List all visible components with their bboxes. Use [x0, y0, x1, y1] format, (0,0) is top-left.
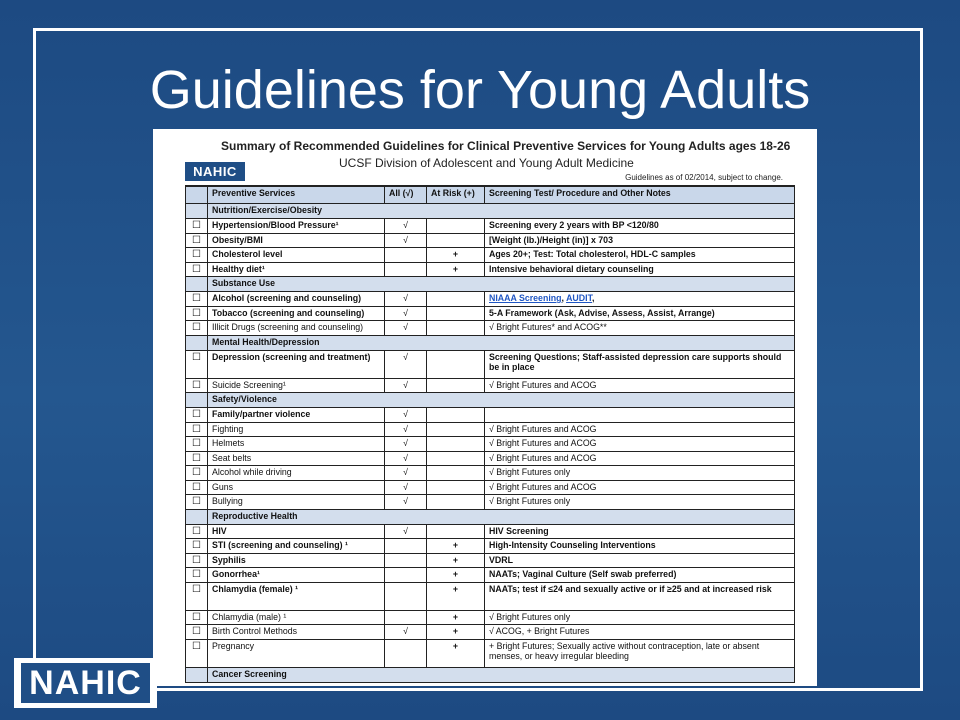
service-name: Syphilis: [208, 553, 385, 568]
all-marker: √: [385, 524, 427, 539]
row-checkbox[interactable]: ☐: [186, 582, 208, 610]
service-name: Depression (screening and treatment): [208, 350, 385, 378]
at-risk-marker: [427, 233, 485, 248]
service-notes: NIAAA Screening, AUDIT,: [485, 292, 795, 307]
service-notes: √ ACOG, + Bright Futures: [485, 625, 795, 640]
all-marker: [385, 262, 427, 277]
service-notes: Ages 20+; Test: Total cholesterol, HDL-C samples: [485, 248, 795, 263]
guideline-link[interactable]: AUDIT: [566, 293, 592, 303]
at-risk-marker: [427, 451, 485, 466]
table-row: [186, 610, 795, 625]
at-risk-marker: +: [427, 539, 485, 554]
section-checkbox-cell: [186, 509, 208, 524]
service-name: Family/partner violence: [208, 408, 385, 423]
service-name: Alcohol (screening and counseling): [208, 292, 385, 307]
all-marker: √: [385, 422, 427, 437]
service-name: Tobacco (screening and counseling): [208, 306, 385, 321]
service-notes: √ Bright Futures and ACOG: [485, 378, 795, 393]
service-name: Chlamydia (female) ¹: [208, 582, 385, 610]
table-row: [186, 553, 795, 568]
all-marker: √: [385, 219, 427, 234]
table-row: [186, 321, 795, 336]
all-marker: √: [385, 451, 427, 466]
row-checkbox[interactable]: ☐: [186, 350, 208, 378]
section-checkbox-cell: [186, 393, 208, 408]
table-row: [186, 639, 795, 667]
guidelines-table-body: [186, 204, 795, 683]
table-row: [186, 292, 795, 307]
table-row: [186, 437, 795, 452]
row-checkbox[interactable]: ☐: [186, 610, 208, 625]
service-notes: 5-A Framework (Ask, Advise, Assess, Assist, Arrange): [485, 306, 795, 321]
nahic-corner-logo: [14, 658, 157, 708]
all-marker: √: [385, 408, 427, 423]
all-marker: √: [385, 466, 427, 481]
service-notes: Intensive behavioral dietary counseling: [485, 262, 795, 277]
table-row: [186, 524, 795, 539]
table-row: [186, 306, 795, 321]
table-row: [186, 495, 795, 510]
section-title: Nutrition/Exercise/Obesity: [208, 204, 795, 219]
all-marker: √: [385, 625, 427, 640]
document-heading: [221, 139, 811, 153]
document-heading-rest: for Young Adults ages 18-26: [626, 139, 791, 153]
at-risk-marker: [427, 422, 485, 437]
table-row: [186, 582, 795, 610]
row-checkbox[interactable]: ☐: [186, 466, 208, 481]
section-title: Cancer Screening: [208, 667, 795, 682]
all-marker: √: [385, 350, 427, 378]
at-risk-marker: +: [427, 582, 485, 610]
table-row: [186, 625, 795, 640]
at-risk-marker: [427, 466, 485, 481]
service-notes: VDRL: [485, 553, 795, 568]
at-risk-marker: [427, 292, 485, 307]
at-risk-marker: [427, 408, 485, 423]
all-marker: [385, 639, 427, 667]
row-checkbox[interactable]: ☐: [186, 262, 208, 277]
all-marker: √: [385, 321, 427, 336]
service-notes: √ Bright Futures only: [485, 495, 795, 510]
table-row: [186, 408, 795, 423]
service-notes: √ Bright Futures and ACOG: [485, 480, 795, 495]
service-name: Gonorrhea¹: [208, 568, 385, 583]
service-notes: + Bright Futures; Sexually active without contraception, late or absent menses, or heavy irregular bleeding: [485, 639, 795, 667]
section-checkbox-cell: [186, 667, 208, 682]
service-notes: √ Bright Futures* and ACOG**: [485, 321, 795, 336]
service-name: Birth Control Methods: [208, 625, 385, 640]
service-notes: √ Bright Futures and ACOG: [485, 437, 795, 452]
table-row: [186, 378, 795, 393]
row-checkbox[interactable]: ☐: [186, 233, 208, 248]
row-checkbox[interactable]: ☐: [186, 625, 208, 640]
at-risk-marker: +: [427, 568, 485, 583]
section-row: [186, 667, 795, 682]
service-name: Hypertension/Blood Pressure¹: [208, 219, 385, 234]
section-row: [186, 509, 795, 524]
all-marker: √: [385, 233, 427, 248]
service-notes: NAATs; Vaginal Culture (Self swab preferred): [485, 568, 795, 583]
service-name: Chlamydia (male) ¹: [208, 610, 385, 625]
table-row: [186, 568, 795, 583]
at-risk-marker: +: [427, 262, 485, 277]
at-risk-marker: [427, 306, 485, 321]
row-checkbox[interactable]: ☐: [186, 408, 208, 423]
service-name: Fighting: [208, 422, 385, 437]
row-checkbox[interactable]: ☐: [186, 422, 208, 437]
at-risk-marker: [427, 495, 485, 510]
table-row: [186, 466, 795, 481]
row-checkbox[interactable]: ☐: [186, 248, 208, 263]
table-row: [186, 350, 795, 378]
row-checkbox[interactable]: ☐: [186, 321, 208, 336]
row-checkbox[interactable]: ☐: [186, 524, 208, 539]
row-checkbox[interactable]: ☐: [186, 539, 208, 554]
header-services: Preventive Services: [208, 186, 385, 204]
slide-title: Guidelines for Young Adults: [149, 60, 811, 120]
all-marker: √: [385, 437, 427, 452]
section-checkbox-cell: [186, 335, 208, 350]
service-name: Alcohol while driving: [208, 466, 385, 481]
at-risk-marker: [427, 321, 485, 336]
service-notes: HIV Screening: [485, 524, 795, 539]
service-name: Healthy diet¹: [208, 262, 385, 277]
document-heading-main: Summary of Recommended Guidelines for Clinical Preventive Services: [221, 139, 627, 153]
at-risk-marker: [427, 378, 485, 393]
section-checkbox-cell: [186, 277, 208, 292]
table-header-row: [186, 186, 795, 204]
service-notes: √ Bright Futures and ACOG: [485, 451, 795, 466]
all-marker: √: [385, 292, 427, 307]
section-title: Substance Use: [208, 277, 795, 292]
all-marker: [385, 553, 427, 568]
header-checkbox-cell: [186, 186, 208, 204]
header-notes: Screening Test/ Procedure and Other Notes: [485, 186, 795, 204]
service-name: Obesity/BMI: [208, 233, 385, 248]
service-notes: √ Bright Futures and ACOG: [485, 422, 795, 437]
header-all: All (√): [385, 186, 427, 204]
at-risk-marker: +: [427, 625, 485, 640]
table-row: [186, 422, 795, 437]
section-title: Reproductive Health: [208, 509, 795, 524]
row-checkbox[interactable]: ☐: [186, 437, 208, 452]
row-checkbox[interactable]: ☐: [186, 292, 208, 307]
at-risk-marker: [427, 350, 485, 378]
section-title: Safety/Violence: [208, 393, 795, 408]
table-row: [186, 248, 795, 263]
guidelines-table: [185, 185, 795, 683]
at-risk-marker: [427, 524, 485, 539]
service-name: HIV: [208, 524, 385, 539]
section-row: [186, 204, 795, 219]
service-name: Bullying: [208, 495, 385, 510]
all-marker: √: [385, 306, 427, 321]
all-marker: [385, 248, 427, 263]
row-checkbox[interactable]: ☐: [186, 378, 208, 393]
service-notes: High-Intensity Counseling Interventions: [485, 539, 795, 554]
table-row: [186, 233, 795, 248]
all-marker: [385, 539, 427, 554]
table-row: [186, 451, 795, 466]
service-name: Cholesterol level: [208, 248, 385, 263]
all-marker: [385, 610, 427, 625]
service-name: Guns: [208, 480, 385, 495]
service-name: STI (screening and counseling) ¹: [208, 539, 385, 554]
service-name: Seat belts: [208, 451, 385, 466]
section-row: [186, 277, 795, 292]
table-row: [186, 262, 795, 277]
all-marker: √: [385, 480, 427, 495]
at-risk-marker: [427, 219, 485, 234]
row-checkbox[interactable]: ☐: [186, 495, 208, 510]
guideline-link[interactable]: NIAAA Screening: [489, 293, 562, 303]
section-row: [186, 335, 795, 350]
section-checkbox-cell: [186, 204, 208, 219]
service-name: Helmets: [208, 437, 385, 452]
all-marker: √: [385, 495, 427, 510]
row-checkbox[interactable]: ☐: [186, 639, 208, 667]
service-notes: Screening every 2 years with BP <120/80: [485, 219, 795, 234]
row-checkbox[interactable]: ☐: [186, 451, 208, 466]
all-marker: √: [385, 378, 427, 393]
service-notes: Screening Questions; Staff-assisted depression care supports should be in place: [485, 350, 795, 378]
document-date-note: Guidelines as of 02/2014, subject to change.: [625, 173, 783, 182]
service-notes: √ Bright Futures only: [485, 466, 795, 481]
service-notes: √ Bright Futures only: [485, 610, 795, 625]
at-risk-marker: +: [427, 248, 485, 263]
nahic-doc-logo: NAHIC: [185, 162, 245, 181]
at-risk-marker: [427, 437, 485, 452]
header-at-risk: At Risk (+): [427, 186, 485, 204]
table-row: [186, 480, 795, 495]
service-notes: NAATs; test if ≤24 and sexually active or if ≥25 and at increased risk: [485, 582, 795, 610]
service-name: Suicide Screening¹: [208, 378, 385, 393]
all-marker: [385, 582, 427, 610]
document-subheading: UCSF Division of Adolescent and Young Adult Medicine: [339, 156, 634, 170]
section-title: Mental Health/Depression: [208, 335, 795, 350]
service-name: Pregnancy: [208, 639, 385, 667]
row-checkbox[interactable]: ☐: [186, 219, 208, 234]
all-marker: [385, 568, 427, 583]
nahic-corner-logo-text: NAHIC: [21, 663, 150, 703]
table-row: [186, 539, 795, 554]
row-checkbox[interactable]: ☐: [186, 553, 208, 568]
service-notes: [485, 408, 795, 423]
row-checkbox[interactable]: ☐: [186, 568, 208, 583]
at-risk-marker: [427, 480, 485, 495]
at-risk-marker: +: [427, 639, 485, 667]
row-checkbox[interactable]: ☐: [186, 306, 208, 321]
at-risk-marker: +: [427, 553, 485, 568]
section-row: [186, 393, 795, 408]
at-risk-marker: +: [427, 610, 485, 625]
table-row: [186, 219, 795, 234]
guidelines-document-image: [153, 129, 817, 686]
row-checkbox[interactable]: ☐: [186, 480, 208, 495]
service-notes: [Weight (lb.)/Height (in)] x 703: [485, 233, 795, 248]
service-name: Illicit Drugs (screening and counseling): [208, 321, 385, 336]
